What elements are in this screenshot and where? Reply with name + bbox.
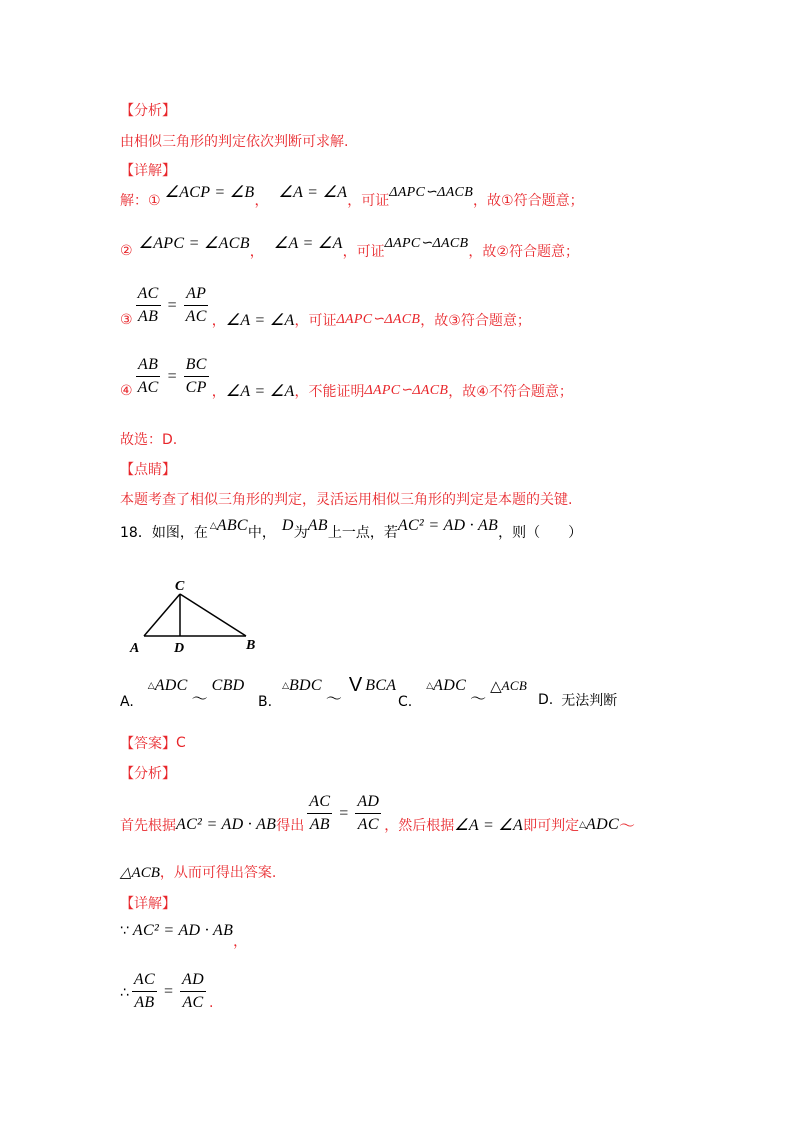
comment-heading: 【点睛】	[120, 462, 176, 478]
step-4-frac-2: $\frac{BC}{CP}$	[185, 356, 207, 396]
step-2-sim: ΔAPC∽ΔACB	[384, 235, 469, 251]
answer-analysis-text: 首先根据 AC² = AD · AB 得出 $\frac{AC}{AB}$ = $\frac{AD}{AC}$ ，然后根据 ∠A = ∠A 即可判定 △ ADC ～	[120, 793, 635, 835]
label-a: A	[130, 641, 140, 656]
option-b: B. △ BDC ～ V BCA	[258, 674, 397, 710]
option-d: D. 无法判断	[538, 692, 618, 709]
step-2-eq1: ∠APC = ∠ACB	[138, 235, 250, 252]
step-3-sim: ΔAPC∽ΔACB	[336, 312, 421, 327]
step-4-eq2: ∠A = ∠A	[225, 382, 295, 400]
step-1: 解：① ∠ACP = ∠B ， ∠A = ∠A ，可证 ΔAPC∽ΔACB ，故①符合题意；	[120, 184, 584, 209]
step-1-eq2: ∠A = ∠A	[278, 184, 348, 201]
choice-text: 故选：D.	[120, 432, 178, 448]
comment-text: 本题考查了相似三角形的判定，灵活运用相似三角形的判定是本题的关键.	[120, 492, 573, 508]
label-d: D	[174, 641, 185, 656]
analysis-text: 由相似三角形的判定依次判断可求解.	[120, 134, 349, 150]
step-1-eq1: ∠ACP = ∠B	[164, 184, 255, 201]
step-2-eq2: ∠A = ∠A	[273, 235, 343, 252]
step-2: ② ∠APC = ∠ACB ， ∠A = ∠A ，可证 ΔAPC∽ΔACB ，故②符合题意；	[120, 235, 579, 260]
label-c: C	[175, 579, 185, 594]
step-3-frac-1: $\frac{AC}{AB}$	[137, 285, 159, 325]
option-c: C. △ ADC ～ △ ACB	[398, 676, 528, 710]
step-1-sim: ΔAPC∽ΔACB	[389, 184, 474, 200]
option-a: A. △ ADC ～ CBD	[120, 676, 245, 710]
analysis-heading	[120, 100, 176, 120]
detail-heading: 【详解】	[120, 163, 176, 179]
question-condition: AC² = AD · AB	[397, 517, 499, 534]
triangle-diagram	[128, 577, 268, 657]
therefore-line: ∴ $\frac{AC}{AB}$ = $\frac{AD}{AC}$ .	[120, 971, 214, 1011]
answer-line: 【答案】 C	[120, 735, 186, 752]
because-line: ∵ AC² = AD · AB ，	[120, 922, 248, 950]
answer-analysis-heading: 【分析】	[120, 766, 176, 782]
answer-detail-heading: 【详解】	[120, 896, 176, 912]
step-3-frac-2: $\frac{AP}{AC}$	[185, 285, 207, 325]
label-b: B	[246, 638, 256, 653]
step-3-eq2: ∠A = ∠A	[225, 311, 295, 329]
triangle-figure	[128, 577, 268, 661]
step-4-frac-1: $\frac{AB}{AC}$	[137, 356, 159, 396]
step-4-sim: ΔAPC∽ΔACB	[364, 383, 449, 398]
answer-value: C	[176, 735, 186, 751]
step-3: ③ $\frac{AC}{AB}$ = $\frac{AP}{AC}$ ， ∠A = ∠A ，可证 ΔAPC∽ΔACB ，故③符合题意；	[120, 285, 531, 329]
analysis-tag: 【分析】	[120, 103, 176, 119]
step-4: ④ $\frac{AB}{AC}$ = $\frac{BC}{CP}$ ， ∠A = ∠A ，不能证明 ΔAPC∽ΔACB ，故④不符合题意；	[120, 356, 573, 400]
question-18: 18．如图，在 △ ABC 中， D 为 AB 上一点，若 AC² = AD · AB ，则（ ）	[120, 517, 583, 541]
answer-analysis-text-2: △ACB ，从而可得出答案.	[120, 864, 277, 881]
